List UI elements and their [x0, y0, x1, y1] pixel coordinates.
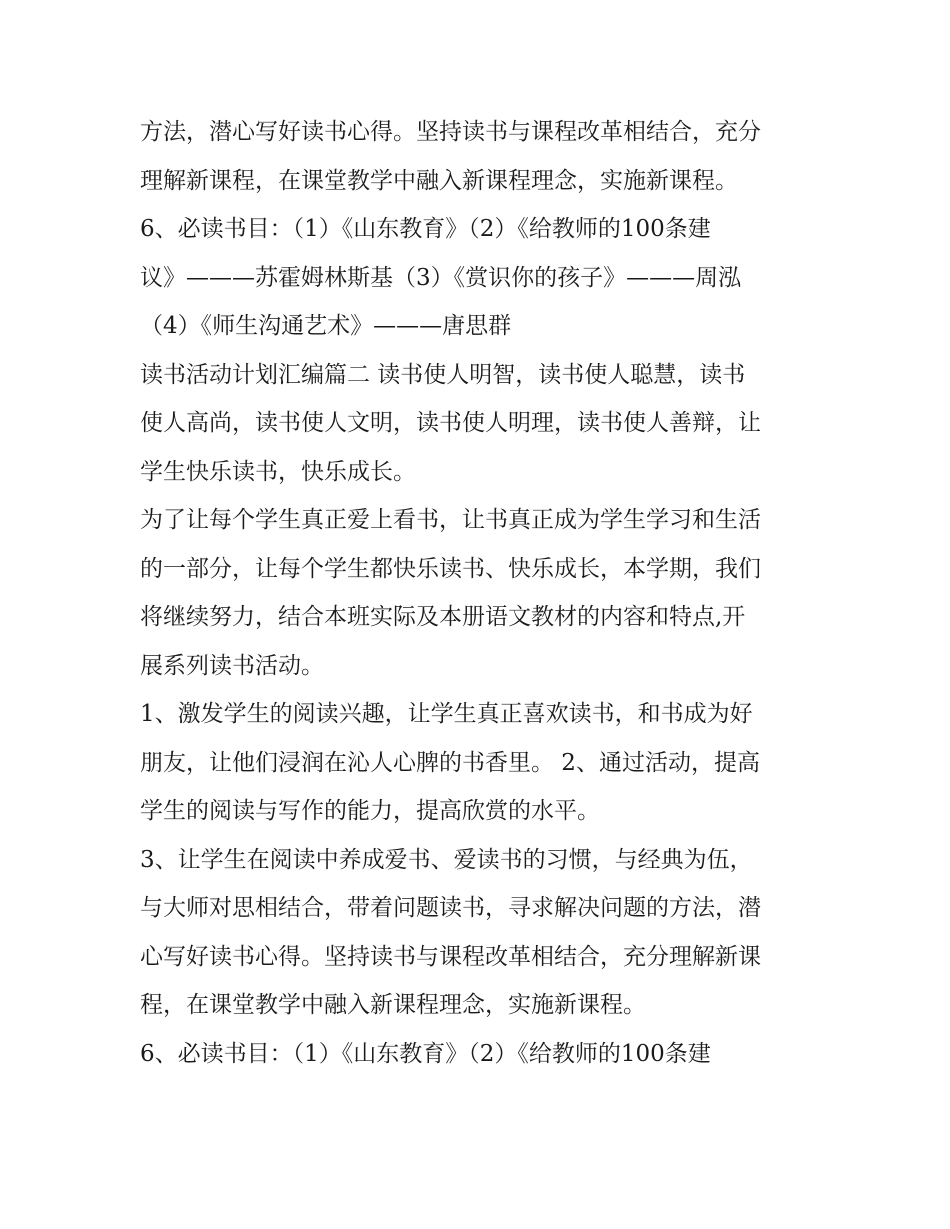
text-line: 朋友，让他们浸润在沁人心脾的书香里。 2、通过活动，提高: [140, 749, 760, 776]
text-line: 为了让每个学生真正爱上看书，让书真正成为学生学习和生活: [140, 507, 761, 533]
text-line: 6、必读书目：（1）《山东教育》（2）《给教师的100条建: [140, 216, 711, 242]
text-line: 学生的阅读与写作的能力，提高欣赏的水平。: [140, 798, 600, 824]
text-line: 3、让学生在阅读中养成爱书、爱读书的习惯，与经典为伍，: [140, 846, 753, 873]
text-line: 理解新课程，在课堂教学中融入新课程理念，实施新课程。: [140, 167, 738, 194]
text-line: 心写好读书心得。坚持读书与课程改革相结合，充分理解新课: [140, 943, 761, 970]
text-line: 议》———苏霍姆林斯基（3）《赏识你的孩子》———周泓: [140, 264, 742, 291]
text-line: 读书活动计划汇编篇二 读书使人明智，读书使人聪慧，读书: [140, 361, 746, 388]
text-line: 的一部分，让每个学生都快乐读书、快乐成长，本学期，我们: [140, 555, 761, 582]
text-line: 将继续努力，结合本班实际及本册语文教材的内容和特点,开: [140, 604, 746, 630]
text-line: 学生快乐读书，快乐成长。: [140, 458, 416, 485]
text-line: （4）《师生沟通艺术》———唐思群: [140, 313, 512, 339]
text-line: 6、必读书目：（1）《山东教育》（2）《给教师的100条建: [140, 1040, 711, 1067]
text-line: 展系列读书活动。: [140, 652, 324, 679]
text-line: 程，在课堂教学中融入新课程理念，实施新课程。: [140, 992, 646, 1018]
text-line: 1、激发学生的阅读兴趣，让学生真正喜欢读书，和书成为好: [140, 701, 753, 727]
text-line: 与大师对思相结合，带着问题读书，寻求解决问题的方法，潜: [140, 895, 761, 921]
document-body: [140, 108, 820, 1078]
text-line: 方法，潜心写好读书心得。坚持读书与课程改革相结合，充分: [140, 119, 761, 145]
text-line: 使人高尚，读书使人文明，读书使人明理，读书使人善辩，让: [140, 410, 761, 436]
